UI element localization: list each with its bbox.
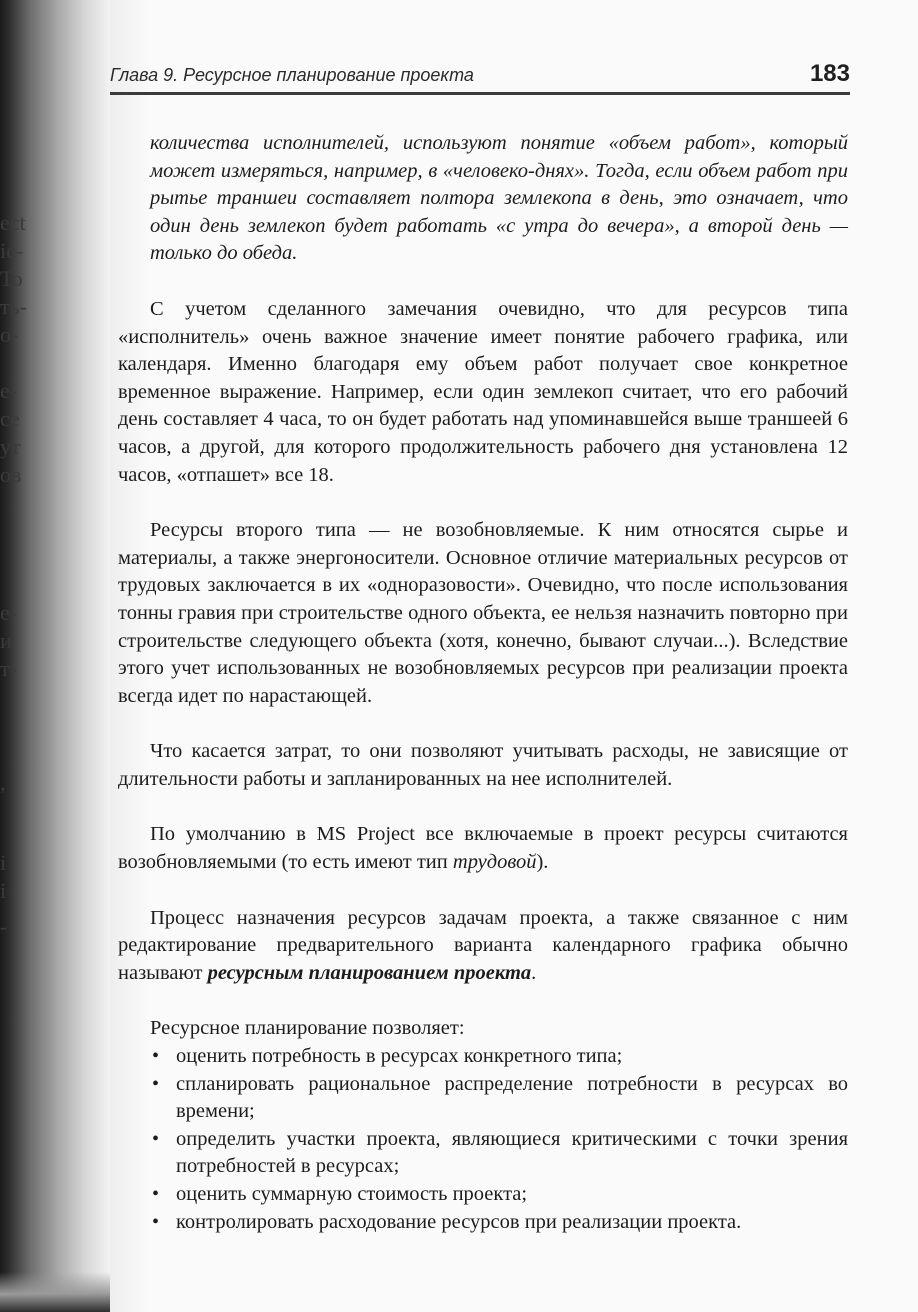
- list-item: • оценить суммарную стоимость проекта;: [150, 1181, 848, 1209]
- bleed-fragment: о-: [0, 322, 19, 347]
- emphasis-trudovoy: трудовой: [452, 851, 537, 874]
- italic-paragraph: количества исполнителей, используют понятие «объем работ», который может измеряться, например, в «человеко-днях». Тогда, если объем работ при рытье траншеи составляет полтора землекопа в день, это означает, что один день землекоп будет работать «с утра до вечера», а второй день — только до обеда.: [150, 132, 848, 265]
- bleed-fragment: ть-: [0, 294, 27, 319]
- page-body: [118, 130, 848, 1236]
- text-run: ).: [536, 851, 549, 874]
- paragraph-msproject: [118, 821, 848, 876]
- bleed-fragment: -: [0, 914, 8, 939]
- paragraph-costs: Что касается затрат, то они позволяют учитывать расходы, не зависящие от длительности работы и запланированных на нее исполнителей.: [118, 740, 848, 790]
- list-item: • контролировать расходование ресурсов при реализации проекта.: [150, 1209, 848, 1237]
- text-run: .: [531, 961, 537, 984]
- bleed-fragment: ,: [0, 770, 6, 795]
- bleed-fragment: и: [0, 628, 12, 653]
- bleed-fragment: е-: [0, 600, 18, 625]
- left-page-bleed-text: [0, 210, 40, 970]
- list-item: • спланировать рациональное распределение потребности в ресурсах во времени;: [150, 1071, 848, 1126]
- bleed-fragment: ic-: [0, 238, 24, 263]
- bleed-fragment: і: [0, 878, 7, 903]
- list-intro: Ресурсное планирование позволяет:: [150, 1017, 465, 1040]
- bleed-fragment: і: [0, 850, 7, 875]
- chapter-title: Глава 9. Ресурсное планирование проекта: [110, 65, 474, 85]
- text-run: По умолчанию в MS Project все включаемые в проект ресурсы считаются возобновляемыми (то есть имеют тип: [118, 823, 848, 874]
- paragraph-materials: Ресурсы второго типа — не возобновляемые. К ним относятся сырье и материалы, а также энергоносители. Основное отличие материальных ресурсов от трудовых заключается в их «одноразовости». Очевидно, что после использования тонны гравия при строительстве одного объекта, ее нельзя назначить повторно при строительстве следующего объекта (хотя, конечно, бывают случаи...). Вследствие этого учет использованных не возобновляемых ресурсов при реализации проекта всегда идет по нарастающей.: [118, 519, 848, 707]
- bleed-fragment: То: [0, 266, 23, 291]
- bleed-fragment: ов: [0, 462, 22, 487]
- bleed-fragment: е-: [0, 378, 18, 403]
- list-item: • оценить потребность в ресурсах конкретного типа;: [150, 1043, 848, 1071]
- bullet-list: [118, 1043, 848, 1236]
- bleed-fragment: ут: [0, 434, 21, 459]
- paragraph-calendar: С учетом сделанного замечания очевидно, что для ресурсов типа «исполнитель» очень важное значение имеет понятие рабочего графика, или календаря. Именно благодаря ему объем работ получает свое конкретное временное выражение. Например, если один землекоп считает, что его рабочий день составляет 4 часа, то он будет работать над упоминавшейся выше траншеей 6 часов, а другой, для которого продолжительность рабочего дня установлена 12 часов, «отпашет» все 18.: [118, 297, 848, 486]
- paragraph-process: [118, 905, 848, 988]
- page-number: 183: [809, 60, 850, 87]
- term-resource-planning: ресурсным планированием проекта: [207, 961, 532, 984]
- bleed-fragment: се: [0, 406, 20, 431]
- bleed-fragment: ect: [0, 210, 26, 235]
- book-page: [110, 0, 918, 1312]
- text-run: Процесс назначения ресурсов задачам проекта, а также связанное с ним редактирование предварительного варианта календарного графика обычно называют: [118, 906, 848, 984]
- list-item: • определить участки проекта, являющиеся критическими с точки зрения потребностей в ресурсах;: [150, 1126, 848, 1181]
- running-header: [110, 58, 850, 95]
- bleed-fragment: т-: [0, 656, 17, 681]
